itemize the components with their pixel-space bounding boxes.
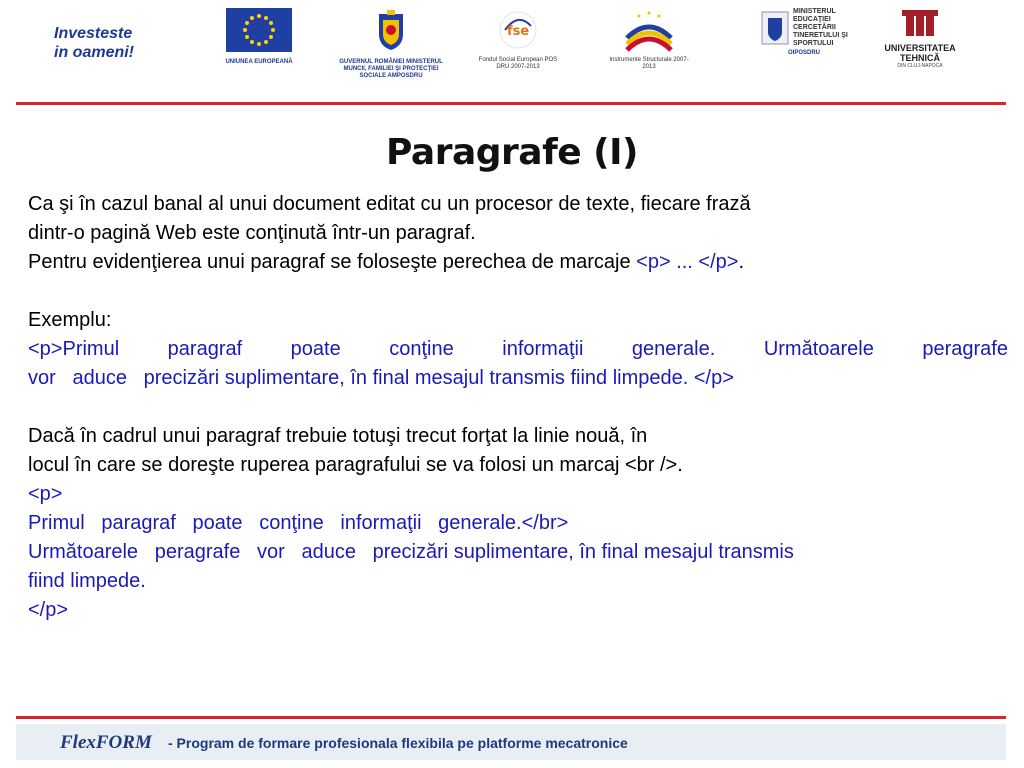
code-line-3: fiind limpede.: [28, 570, 146, 592]
paragraph-2-suffix: .: [738, 251, 745, 273]
footer-divider: [16, 716, 1006, 719]
logo-utcn: [872, 8, 968, 69]
ministry-education-icon: [760, 8, 790, 48]
logo-eu: [222, 8, 296, 66]
fse-logo-icon: [493, 8, 543, 52]
slide-body: [28, 190, 1008, 625]
svg-text:fse: fse: [507, 24, 530, 39]
logo-ministry-sub: OIPOSDRU: [788, 50, 821, 56]
paragraph-1-line-2: dintr-o pagină Web este conţinută într-un paragraf.: [28, 222, 476, 244]
example-line-1: <p>Primul paragraf poate conţine informaţii generale. Următoarele peragrafe: [28, 338, 1008, 360]
footer-brand: FlexFORM: [60, 732, 152, 753]
code-line-1: Primul paragraf poate conţine informaţii generale.</br>: [28, 512, 569, 534]
code-open-tag: <p>: [28, 483, 63, 505]
example-line-2: vor aduce precizări suplimentare, în final mesajul transmis fiind limpede. </p>: [28, 367, 734, 389]
code-line-2: Următoarele peragrafe vor aduce precizări suplimentare, în final mesajul transmis: [28, 541, 794, 563]
header-divider: [16, 102, 1006, 105]
logo-fse-caption: Fondul Social European POS DRU 2007-2013: [478, 57, 558, 70]
paragraph-2-text: Pentru evidenţierea unui paragraf se foloseşte perechea de marcaje: [28, 251, 637, 273]
paragraph-2: [28, 248, 1008, 277]
logo-utcn-caption: UNIVERSITATEA TEHNICĂ: [884, 43, 956, 63]
footer: [16, 724, 1006, 760]
romania-coat-of-arms-icon: [375, 8, 407, 52]
paragraph-1-line-1: Ca şi în cazul banal al unui document editat cu un procesor de texte, fiecare frază: [28, 193, 751, 215]
header: [0, 0, 1024, 100]
logo-eu-caption: UNIUNEA EUROPEANĂ: [225, 59, 293, 65]
logo-fse: [476, 8, 560, 71]
paragraph-3-line-2: locul în care se doreşte ruperea paragrafului se va folosi un marcaj <br />.: [28, 454, 683, 476]
logo-utcn-sub: DIN CLUJ-NAPOCA: [897, 63, 943, 69]
paragraph-3-line-1: Dacă în cadrul unui paragraf trebuie totuşi trecut forţat la linie nouă, în: [28, 425, 648, 447]
code-close-tag: </p>: [28, 599, 69, 621]
slogan: [54, 24, 134, 62]
logo-ministry-caption: MINISTERUL EDUCAŢIEI CERCETĂRII TINERETULUI ŞI SPORTULUI: [793, 8, 848, 47]
paragraph-2-code: <p> ... </p>: [636, 251, 739, 273]
slogan-line-1: Investeste: [54, 25, 133, 42]
footer-description: - Program de formare profesionala flexibila pe platforme mecatronice: [168, 735, 628, 751]
eu-flag-icon: [226, 8, 292, 52]
logo-government-caption: GUVERNUL ROMÂNIEI MINISTERUL MUNCII, FAMILIEI ŞI PROTECŢIEI SOCIALE AMPOSDRU: [339, 59, 443, 79]
page-title: Paragrafe (I): [386, 132, 638, 173]
slogan-line-2: in oameni!: [54, 44, 135, 61]
logo-instrumente: [604, 8, 694, 71]
logo-government: [336, 8, 446, 80]
logo-instrumente-caption: Instrumente Structurale 2007-2013: [609, 57, 689, 70]
example-label: Exemplu:: [28, 309, 112, 331]
instrumente-structurale-icon: [621, 8, 677, 52]
utcn-logo-icon: [898, 8, 942, 38]
logo-ministry: [760, 8, 860, 57]
